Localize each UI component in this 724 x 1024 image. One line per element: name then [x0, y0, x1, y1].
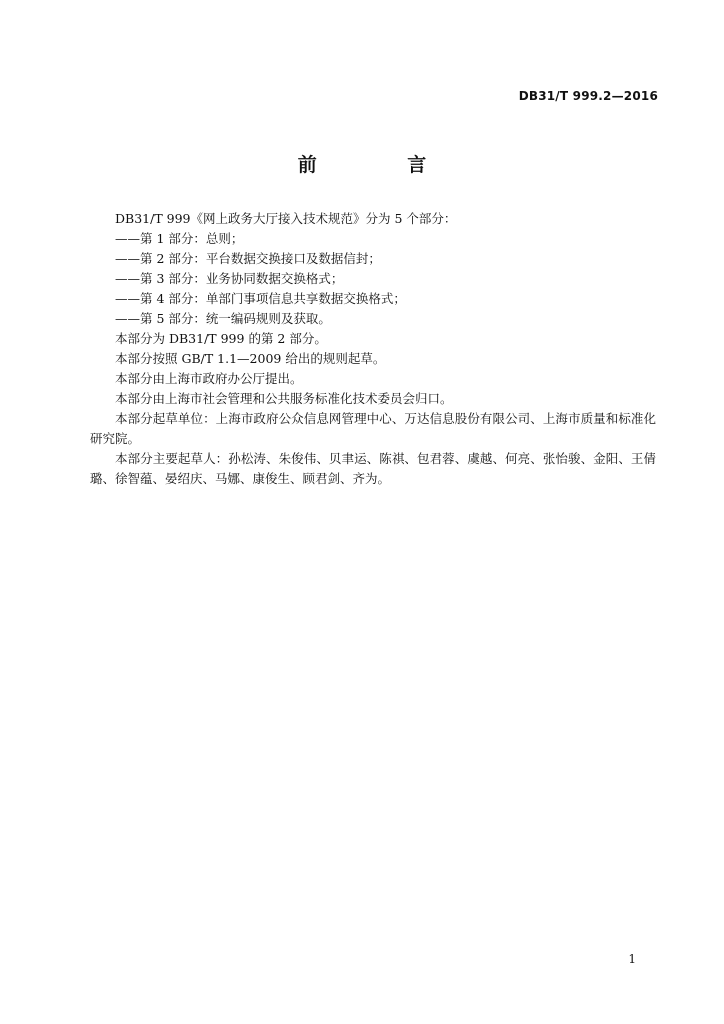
drafters: 本部分主要起草人：孙松涛、朱俊伟、贝聿运、陈祺、包君蓉、虞越、何亮、张怡骏、金阳、王倩璐、徐智蕴、晏绍庆、马娜、康俊生、顾君剑、齐为。 [90, 451, 656, 486]
list-item: ——第 3 部分：业务协同数据交换格式； [115, 271, 344, 286]
list-item: ——第 1 部分：总则； [115, 231, 244, 246]
list-item: ——第 5 部分：统一编码规则及获取。 [115, 311, 331, 326]
parts-list [90, 229, 656, 329]
drafting-units: 本部分起草单位：上海市政府公众信息网管理中心、万达信息股份有限公司、上海市质量和标准化研究院。 [90, 411, 656, 446]
proposer-statement: 本部分由上海市政府办公厅提出。 [115, 371, 303, 386]
committee-statement: 本部分由上海市社会管理和公共服务标准化技术委员会归口。 [115, 391, 453, 406]
list-item: ——第 2 部分：平台数据交换接口及数据信封； [115, 251, 381, 266]
page-title: 前 言 [297, 154, 469, 176]
standard-code: DB31/T 999.2—2016 [518, 89, 658, 103]
drafting-rules-statement: 本部分按照 GB/T 1.1—2009 给出的规则起草。 [115, 351, 386, 366]
page-number: 1 [628, 952, 636, 966]
list-item: ——第 4 部分：单部门事项信息共享数据交换格式； [115, 291, 406, 306]
foreword-body [90, 209, 656, 489]
part-statement: 本部分为 DB31/T 999 的第 2 部分。 [115, 331, 327, 346]
intro-paragraph: DB31/T 999《网上政务大厅接入技术规范》分为 5 个部分： [115, 211, 457, 226]
